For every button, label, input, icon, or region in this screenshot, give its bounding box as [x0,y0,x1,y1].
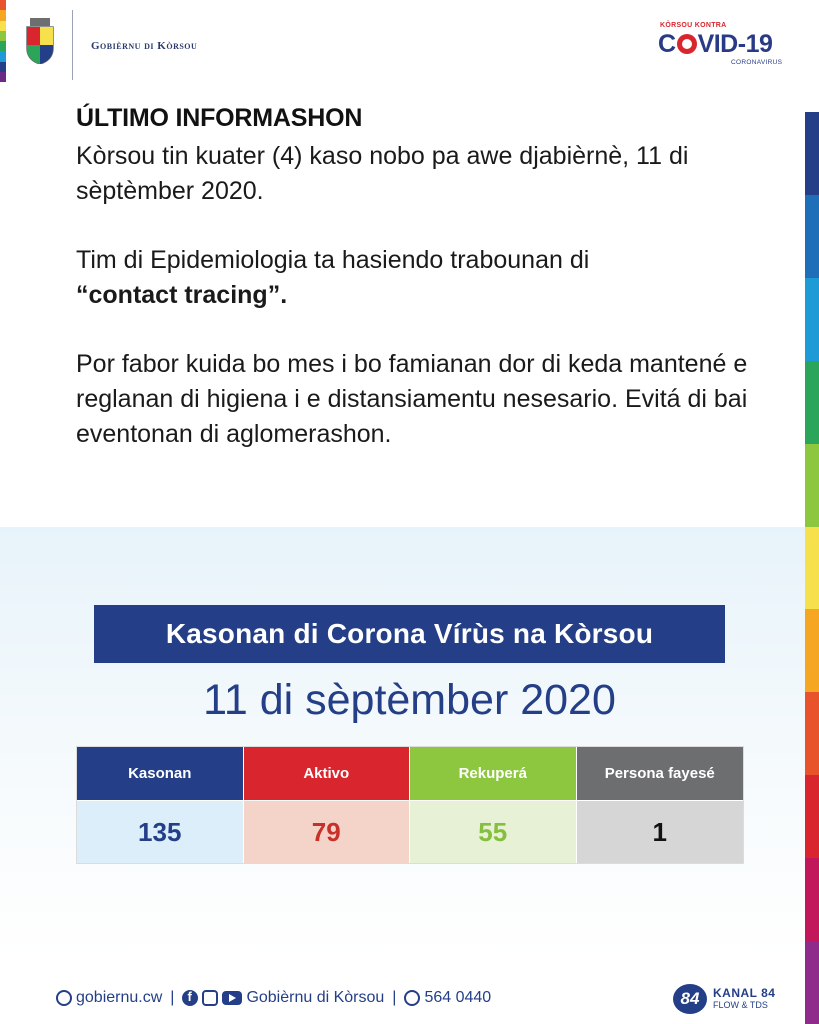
website-link[interactable]: gobiernu.cw [76,989,163,1006]
campaign-top-text: KÒRSOU KONTRA [660,22,727,29]
kanal-badge: 84 [673,984,707,1014]
whatsapp-icon[interactable] [404,990,420,1006]
footer [0,960,805,1024]
stats-column-label: Rekuperá [410,747,576,800]
header [0,0,819,90]
stats-column-value: 135 [77,800,243,863]
social-name[interactable]: Gobièrnu di Kòrsou [246,989,385,1006]
notice-paragraph-2 [76,243,766,313]
stats-column [77,747,244,863]
stats-column-label: Aktivo [244,747,410,800]
crest-icon [24,18,56,64]
instagram-icon[interactable] [202,990,218,1006]
phone-number[interactable]: 564 0440 [424,989,492,1006]
notice-paragraph-2-text: Tim di Epidemiologia ta hasiendo trabounan di [76,246,590,274]
footer-separator: | [170,989,175,1006]
stats-column-label: Persona fayesé [577,747,744,800]
stats-column-value: 55 [410,800,576,863]
stats-table [76,746,744,864]
stats-title: Kasonan di Corona Vírùs na Kòrsou [165,618,654,649]
notice-paragraph-3: Por fabor kuida bo mes i bo famianan dor di keda mantené e reglanan di higiena i e distansiamentu nesesario. Evitá di bai eventonan di aglomerashon. [76,350,748,448]
footer-separator: | [392,989,397,1006]
youtube-icon[interactable] [222,991,242,1005]
globe-icon [56,990,72,1006]
notice-section [76,104,766,486]
campaign-sub-text: CORONAVIRUS [731,59,783,66]
notice-heading: ÚLTIMO INFORMASHON [76,104,363,132]
kanal-sub: FLOW & TDS [713,1000,768,1010]
stats-column-label: Kasonan [77,747,243,800]
stats-title-banner [94,605,725,663]
facebook-icon[interactable] [182,990,198,1006]
stats-column-value: 1 [577,800,744,863]
stats-column-value: 79 [244,800,410,863]
kanal-name: KANAL 84 [713,986,776,1000]
right-color-stripe [805,112,819,1024]
covid-campaign-logo [658,22,788,70]
campaign-main-suffix: VID-19 [697,30,773,58]
stats-column [577,747,744,863]
footer-contact-line [56,989,491,1007]
stats-column [410,747,577,863]
kanal-84-logo [673,984,783,1018]
campaign-main-text [658,30,772,59]
stats-column [244,747,411,863]
campaign-main-prefix: C [658,30,676,58]
notice-paragraph-1: Kòrsou tin kuater (4) kaso nobo pa awe djabièrnè, 11 di sèptèmber 2020. [76,142,689,205]
government-name: Gobièrnu di Kòrsou [91,40,198,52]
virus-icon [677,34,697,54]
notice-paragraph-2-bold: “contact tracing”. [76,281,288,309]
header-divider [72,10,73,80]
stats-date: 11 di sèptèmber 2020 [203,676,616,724]
stats-background [0,527,805,959]
